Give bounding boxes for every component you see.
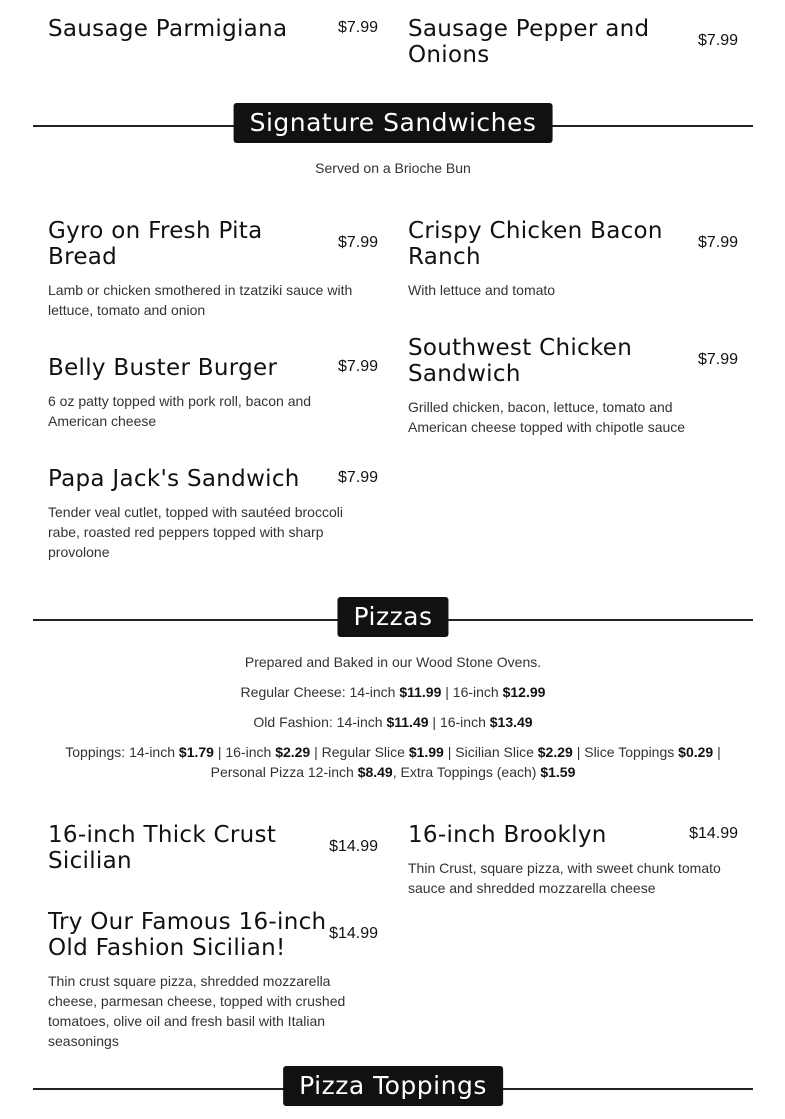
item-name: Belly Buster Burger	[48, 355, 278, 381]
item-price: $7.99	[337, 19, 378, 36]
menu-item-belly-buster	[48, 355, 378, 431]
item-price: $14.99	[329, 925, 378, 942]
price-value: $11.99	[399, 684, 442, 700]
item-name: Sausage Parmigiana	[48, 16, 288, 42]
price-value: $8.49	[357, 764, 393, 780]
section-header-pizza-toppings	[33, 1066, 753, 1106]
menu-item-southwest-chicken	[408, 335, 738, 437]
menu-item-thick-crust-sicilian	[48, 822, 378, 874]
item-description: Lamb or chicken smothered in tzatziki sauce with lettuce, tomato and onion	[48, 282, 353, 318]
menu-item-sausage-parmigiana	[48, 16, 378, 42]
item-price: $14.99	[689, 825, 738, 842]
section-header-sandwiches	[33, 103, 753, 143]
item-price: $7.99	[697, 234, 738, 251]
item-price: $7.99	[337, 358, 378, 375]
menu-item-sausage-pepper-onions	[408, 16, 738, 68]
price-value: $0.29	[678, 744, 714, 760]
item-description: Thin crust square pizza, shredded mozzarella cheese, parmesan cheese, topped with crushed tomatoes, olive oil and fresh basil with Italian seasonings	[48, 973, 346, 1049]
section-title: Pizza Toppings	[283, 1066, 503, 1106]
price-label: | 16-inch	[432, 714, 486, 730]
price-value: $2.29	[537, 744, 573, 760]
price-value: $12.99	[502, 684, 546, 700]
item-name: Crispy Chicken Bacon Ranch	[408, 218, 663, 270]
price-value: $1.59	[540, 764, 576, 780]
price-label: Old Fashion: 14-inch	[253, 714, 383, 730]
item-price: $7.99	[697, 351, 738, 368]
item-price: $7.99	[337, 469, 378, 486]
section-header-pizzas	[33, 597, 753, 637]
price-value: $11.49	[386, 714, 429, 730]
item-price: $14.99	[329, 838, 378, 855]
item-price: $7.99	[697, 32, 738, 49]
item-description: Tender veal cutlet, topped with sautéed broccoli rabe, roasted red peppers topped with sharp provolone	[48, 504, 343, 560]
menu-item-old-fashion-sicilian	[48, 909, 378, 1051]
section-title: Signature Sandwiches	[234, 103, 553, 143]
price-label: | Personal Pizza 12-inch	[210, 744, 721, 780]
menu-item-crispy-chicken	[408, 218, 738, 300]
pizza-note: Prepared and Baked in our Wood Stone Ovens.	[244, 654, 542, 670]
item-description: Grilled chicken, bacon, lettuce, tomato and American cheese topped with chipotle sauce	[408, 399, 686, 435]
price-label: Regular Cheese: 14-inch	[240, 684, 396, 700]
section-subtitle: Served on a Brioche Bun	[315, 160, 471, 176]
item-description: 6 oz patty topped with pork roll, bacon and American cheese	[48, 393, 312, 429]
price-label: | 16-inch	[445, 684, 499, 700]
price-label: Toppings: 14-inch	[65, 744, 176, 760]
item-name: 16-inch Thick Crust Sicilian	[48, 822, 277, 874]
price-value: $1.79	[178, 744, 214, 760]
pizza-regular-cheese-prices	[33, 682, 753, 702]
item-name: 16-inch Brooklyn	[408, 822, 607, 848]
price-label: | Slice Toppings	[576, 744, 675, 760]
item-name: Sausage Pepper and Onions	[408, 16, 650, 68]
price-label: | Regular Slice	[314, 744, 405, 760]
menu-item-brooklyn	[408, 822, 738, 898]
item-name: Papa Jack's Sandwich	[48, 466, 300, 492]
price-value: $13.49	[489, 714, 533, 730]
price-value: $1.99	[408, 744, 444, 760]
menu-item-papa-jacks	[48, 466, 378, 562]
price-value: $2.29	[275, 744, 311, 760]
item-name: Try Our Famous 16-inch Old Fashion Sicilian!	[48, 909, 327, 961]
menu-item-gyro	[48, 218, 378, 320]
section-title: Pizzas	[337, 597, 448, 637]
pizza-old-fashion-prices	[33, 712, 753, 732]
price-label: , Extra Toppings (each)	[392, 764, 537, 780]
pizza-toppings-prices	[38, 742, 748, 782]
item-price: $7.99	[337, 234, 378, 251]
item-name: Gyro on Fresh Pita Bread	[48, 218, 263, 270]
price-label: | 16-inch	[217, 744, 272, 760]
item-description: Thin Crust, square pizza, with sweet chunk tomato sauce and shredded mozzarella cheese	[408, 860, 721, 896]
item-name: Southwest Chicken Sandwich	[408, 335, 633, 387]
price-label: | Sicilian Slice	[447, 744, 534, 760]
item-description: With lettuce and tomato	[408, 282, 556, 298]
